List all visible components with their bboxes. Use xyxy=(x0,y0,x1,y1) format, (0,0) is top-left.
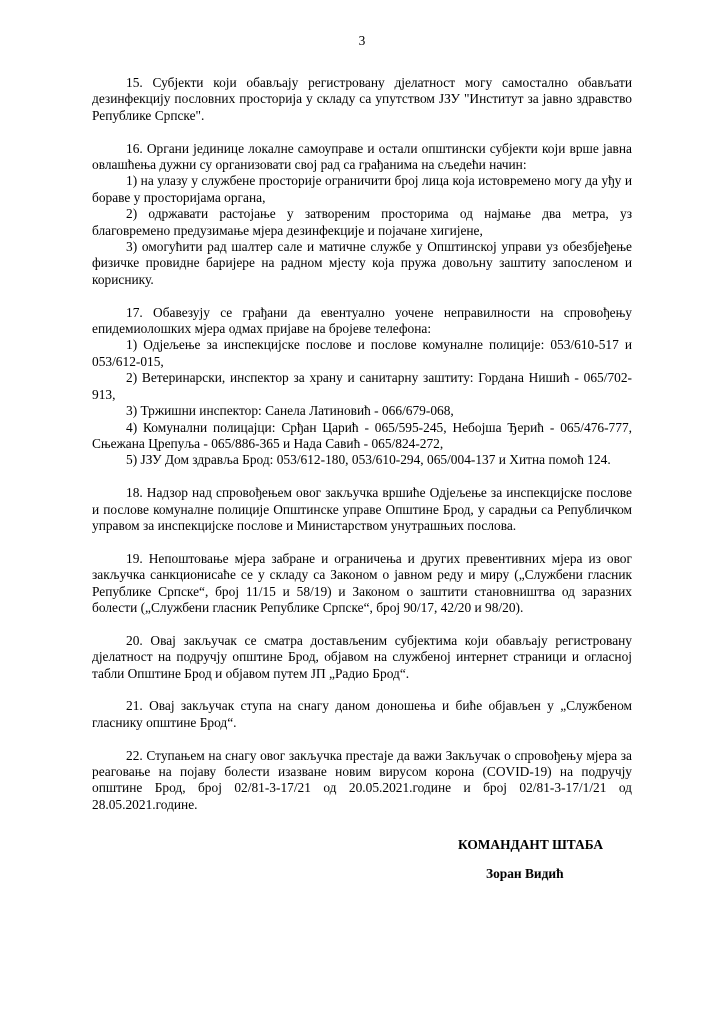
article-21 xyxy=(92,698,632,731)
article-20 xyxy=(92,633,632,682)
list-item: 3) Тржишни инспектор: Санела Латиновић - 066/679-068, xyxy=(126,403,454,419)
paragraph-line: 19. Непоштовање мјера забране и ограничења и других превентивних мјера из овог закључка санкционисаће се у складу са Законом о јавном реду и миру („Службени гласник Републике Српске“, број 11/15 и 58/19) и Законом о заштити становништва од заразних болести („Службени гласник Републике Српске“, број 90/17, 42/20 и 98/20). xyxy=(92,550,632,615)
paragraph-line: 21. Овај закључак ступа на снагу даном доношења и биће објављен у „Службеном гласнику општине Брод“. xyxy=(92,698,632,730)
list-item: 1) на улазу у службене просторије ограничити број лица која истовремено могу да уђу и бораве у просторијама органа, xyxy=(92,173,632,205)
paragraph-line: 16. Органи јединице локалне самоуправе и остали општински субјекти који врше јавна овлашћења дужни су организовати свој рад са грађанима на сљедећи начин: xyxy=(92,140,632,173)
paragraph-line: 20. Овај закључак се сматра достављеним субјектима који обављају регистровану дјелатност на подручју општине Брод, објавом на службеној интернет страници и огласној табли Општине Брод и објавом путем ЈП „Радио Брод“. xyxy=(92,632,632,681)
list-item: 5) ЈЗУ Дом здравља Брод: 053/612-180, 053/610-294, 065/004-137 и Хитна помоћ 124. xyxy=(126,452,611,468)
list-item: 3) омогућити рад шалтер сале и матичне службе у Општинској управи уз обезбјеђење физичке провидне баријере на радном мјесту која пружа довољну заштиту запосленом и кориснику. xyxy=(92,239,632,287)
paragraph-line: 17. Обавезују се грађани да евентуално уочене неправилности на спровођењу епидемиолошких мјера одмах пријаве на бројеве телефона: xyxy=(92,304,632,337)
article-16 xyxy=(92,141,632,289)
list-item: 2) Ветеринарски, инспектор за храну и санитарну заштиту: Гордана Нишић - 065/702-913, xyxy=(92,370,632,402)
paragraph-line: 18. Надзор над спровођењем овог закључка вршиће Одјељење за инспекцијске послове и послове комуналне полиције Општинске управе Општине Брод, у сарадњи са Републичком управом за инспекцијске послове и Министарством унутрашњих послова. xyxy=(92,485,632,533)
article-17 xyxy=(92,305,632,469)
page-number: 3 xyxy=(358,33,366,48)
article-19 xyxy=(92,551,632,617)
list-item: 1) Одјељење за инспекцијске послове и послове комуналне полиције: 053/610-517 и 053/612-015, xyxy=(92,337,632,369)
document-body xyxy=(92,75,632,830)
paragraph-line: 22. Ступањем на снагу овог закључка престаје да важи Закључак о спровођењу мјера за реаговање на појаву болести изазване новим вирусом корона (COVID-19) на подручју општине Брод, број 02/81-3-17/21 од 20.05.2021.године и број 02/81-3-17/1/21 од 28.05.2021.године. xyxy=(92,747,632,812)
signature-title: КОМАНДАНТ ШТАБА xyxy=(458,837,604,852)
paragraph-line: 15. Субјекти који обављају регистровану дјелатност могу самостално обављати дезинфекцију пословних просторија у складу са упутством ЈЗУ "Институт за јавно здравство Републике Српске". xyxy=(92,75,632,123)
list-item: 2) одржавати растојање у затвореним просторима од најмање два метра, уз благовремено предузимање мјера дезинфекције и појачане хигијене, xyxy=(92,206,632,238)
article-22 xyxy=(92,748,632,814)
list-item: 4) Комунални полицајци: Срђан Царић - 065/595-245, Небојша Ђерић - 065/476-777, Сњежана Црепуља - 065/886-365 и Нада Савић - 065/824-272, xyxy=(92,419,632,451)
signature-name: Зоран Видић xyxy=(486,866,564,881)
article-15 xyxy=(92,75,632,124)
article-18 xyxy=(92,485,632,534)
